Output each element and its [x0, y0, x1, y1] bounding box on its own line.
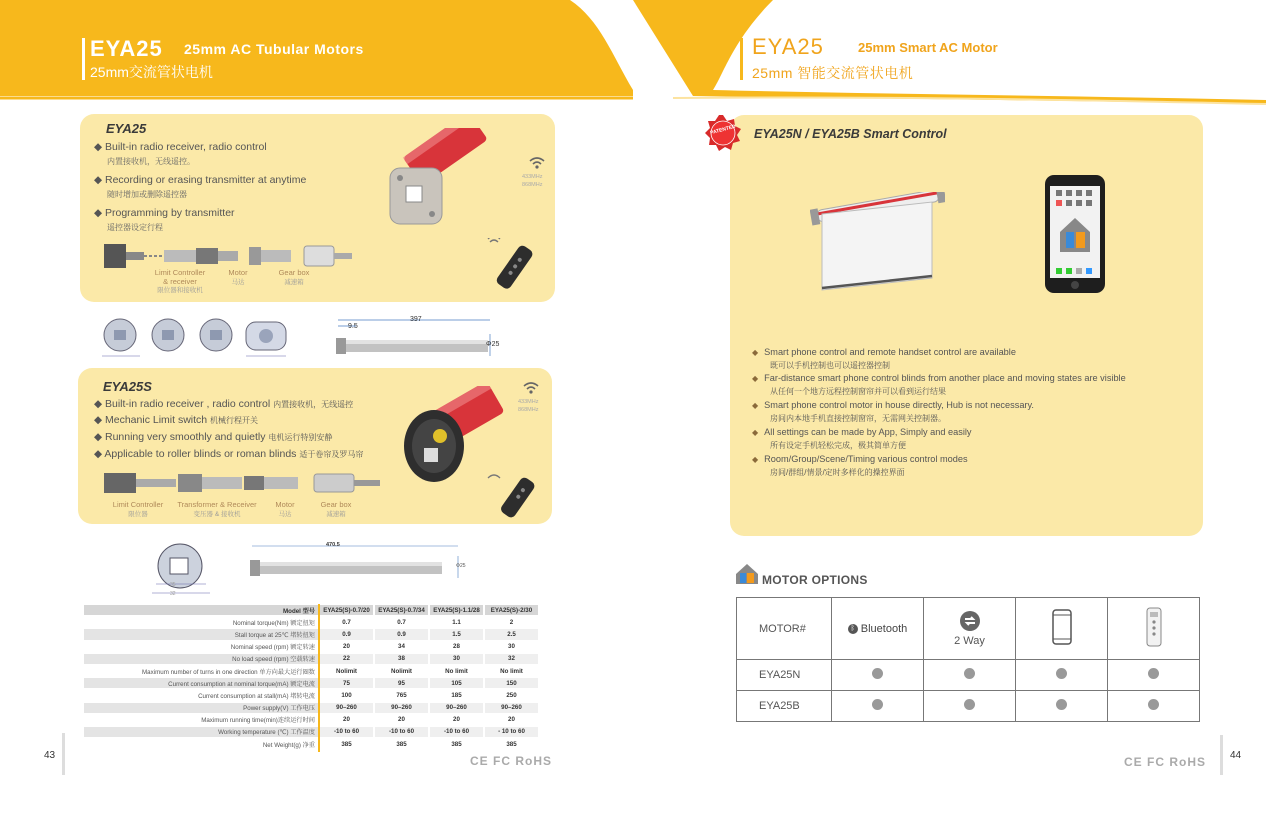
eya25-panel-title: EYA25	[106, 121, 147, 136]
spec-row-value: 20	[343, 716, 350, 724]
remote-control-image	[484, 472, 544, 522]
spec-row-value: -10 to 60	[375, 727, 428, 737]
eya25-dim-diameter: Φ25	[486, 341, 500, 348]
right-header-title-cn: 25mm 智能交流管状电机	[752, 65, 914, 81]
spec-table-row	[84, 690, 538, 700]
spec-header-model: EYA25(S)-1.1/28	[430, 605, 483, 615]
two-way-icon	[959, 610, 981, 632]
spec-row-value: 90–260	[375, 703, 428, 713]
spec-row-value: 100	[341, 691, 352, 699]
spec-table-row	[84, 629, 538, 639]
feature-cell	[1016, 660, 1108, 691]
spec-row-value: 150	[485, 678, 538, 688]
left-header-divider	[82, 38, 85, 80]
right-header-divider	[740, 38, 743, 80]
feature-supported-dot	[1148, 668, 1159, 679]
left-header-title-cn: 25mm交流管状电机	[90, 64, 213, 80]
spec-table-row	[84, 727, 538, 737]
feature-supported-dot	[1148, 699, 1159, 710]
eya25s-dim-diameter: Φ25	[456, 563, 466, 569]
eya25s-panel-title: EYA25S	[103, 379, 152, 394]
spec-row-label: Power supply(V) 工作电压	[84, 703, 318, 713]
spec-row-value: 1.5	[430, 629, 483, 639]
motor-options-row	[737, 691, 1200, 722]
eya25s-bullet-2: ◆ Mechanic Limit switch 机械行程开关	[94, 414, 259, 426]
spec-row-value: -10 to 60	[320, 727, 373, 737]
feature-supported-dot	[872, 699, 883, 710]
smart-bullet-1: ◆ Smart phone control and remote handset control are available 既可以手机控制也可以遥控器控制	[752, 347, 1016, 370]
spec-table-row	[84, 678, 538, 688]
smart-bullet-5: ◆ Room/Group/Scene/Timing various control modes 房间/群组/情景/定时多样化的操控界面	[752, 454, 968, 477]
eya25s-part-transformer: Transformer & Receiver 变压器 & 接收机	[177, 500, 257, 518]
smartphone-icon	[1052, 609, 1072, 645]
spec-row-value: No limit	[445, 667, 468, 675]
eya25-dim-length: 397	[410, 316, 422, 323]
smart-bullet-2: ◆ Far-distance smart phone control blinds from another place and moving states are visible 从任何一个地方远程控制窗帘并可以看到运行结果	[752, 373, 1126, 396]
spec-row-value: 0.7	[342, 618, 351, 626]
spec-row-value: 90–260	[320, 703, 373, 713]
spec-row-value: Nolimit	[391, 667, 412, 675]
spec-table-row	[84, 715, 538, 725]
spec-row-value: 2.5	[485, 629, 538, 639]
spec-row-value: 28	[453, 643, 460, 651]
eya25s-end-view	[150, 538, 216, 598]
eya25-dim-offset: 9.5	[348, 323, 358, 330]
spec-header-model: EYA25(S)-2/30	[485, 605, 538, 615]
eya25-part-gearbox: Gear box 减速箱	[278, 268, 310, 286]
spec-row-value: 0.9	[320, 629, 373, 639]
spec-table-row	[84, 617, 538, 627]
spec-row-value: 30	[430, 654, 483, 664]
spec-row-value: 20	[453, 716, 460, 724]
spec-row-value: - 10 to 60	[485, 727, 538, 737]
feature-cell	[832, 691, 924, 722]
spec-row-label: Working temperature (℃) 工作温度	[84, 727, 318, 737]
spec-row-value: 385	[506, 740, 517, 748]
smart-bullet-3: ◆ Smart phone control motor in house directly, Hub is not necessary. 房间内本地手机直接控制窗帘，无需网关控制器。	[752, 400, 1034, 423]
patented-badge-label: PATENTED	[709, 123, 737, 137]
spec-row-value: 32	[485, 654, 538, 664]
right-page-rule	[1220, 735, 1223, 775]
spec-row-value: 2	[509, 618, 514, 626]
feature-cell	[1016, 691, 1108, 722]
motor-options-table	[736, 597, 1200, 722]
left-page-number: 43	[44, 750, 56, 761]
spec-row-label: Stall torque at 25℃ 堵转扭矩	[84, 629, 318, 639]
feature-supported-dot	[1056, 668, 1067, 679]
spec-table-divider	[318, 604, 320, 752]
brand-logo-icon	[734, 562, 760, 586]
spec-table-row	[84, 654, 538, 664]
eya25-bullet-3: ◆ Programming by transmitter 遥控器设定行程	[94, 207, 235, 232]
left-page-rule	[62, 733, 65, 775]
spec-table-row	[84, 642, 538, 652]
left-certifications: CE FC RoHS	[470, 754, 552, 768]
feature-cell	[832, 660, 924, 691]
spec-row-value: No limit	[500, 667, 523, 675]
wifi-icon	[522, 381, 540, 395]
eya25-bullet-1: ◆ Built-in radio receiver, radio control 内置接收机，无线遥控。	[94, 141, 267, 166]
feature-supported-dot	[872, 668, 883, 679]
spec-table-row	[84, 739, 538, 749]
feature-cell	[1108, 691, 1200, 722]
eya25-part-limit: Limit Controller & receiver 限位器和接收机	[154, 268, 206, 294]
spec-row-label: Nominal speed (rpm) 额定转速	[84, 642, 318, 652]
spec-row-value: 385	[451, 740, 462, 748]
spec-table-row	[84, 703, 538, 713]
eya25s-part-gearbox: Gear box 减速箱	[320, 500, 352, 518]
feature-supported-dot	[1056, 699, 1067, 710]
eya25s-freq: 433MHz 868MHz	[518, 399, 539, 413]
right-certifications: CE FC RoHS	[1124, 755, 1206, 769]
right-header-model: EYA25	[752, 34, 824, 59]
motor-options-header-row	[737, 598, 1200, 660]
feature-supported-dot	[964, 668, 975, 679]
spec-row-value: 75	[320, 678, 373, 688]
spec-row-value: 250	[506, 691, 517, 699]
motor-options-row	[737, 660, 1200, 691]
eya25s-parts-image	[104, 470, 384, 496]
spec-row-value: 22	[320, 654, 373, 664]
spec-row-value: 90–260	[485, 703, 538, 713]
spec-row-value: 20	[398, 716, 405, 724]
eya25s-part-motor: Motor 马达	[275, 500, 295, 518]
spec-header-model: EYA25(S)-0.7/20	[320, 605, 373, 615]
spec-row-label: Nominal torque(Nm) 额定扭矩	[84, 617, 318, 627]
motor-options-header-cell: MOTOR#	[737, 598, 832, 660]
spec-header-label: Model 型号	[84, 605, 318, 615]
spec-row-value: 765	[396, 691, 407, 699]
spec-row-value: 385	[341, 740, 352, 748]
spec-row-value: 90–260	[430, 703, 483, 713]
eya25-end-views	[100, 312, 300, 362]
feature-cell	[924, 691, 1016, 722]
eya25-parts-image	[104, 242, 354, 270]
eya25s-part-limit: Limit Controller 限位器	[112, 500, 164, 518]
spec-row-label: No load speed (rpm) 空载转速	[84, 654, 318, 664]
spec-row-label: Maximum number of turns in one direction 单方向最大运行圈数	[84, 666, 318, 676]
right-page-number: 44	[1230, 750, 1242, 761]
spec-row-value: 95	[375, 678, 428, 688]
spec-table-header	[84, 605, 538, 615]
smartphone-column-header	[1016, 598, 1108, 660]
eya25-motor-image	[380, 128, 510, 238]
feature-cell	[1108, 660, 1200, 691]
eya25s-side-drawing	[244, 540, 474, 580]
spec-row-value: 20	[343, 643, 350, 651]
spec-row-value: 38	[375, 654, 428, 664]
eya25-part-motor: Motor 马达	[228, 268, 248, 286]
spec-row-label: Maximum running time(min)连续运行时间	[84, 715, 318, 725]
spec-header-model: EYA25(S)-0.7/34	[375, 605, 428, 615]
eya25s-bullet-3: ◆ Running very smoothly and quietly 电机运行特别安静	[94, 431, 333, 443]
feature-supported-dot	[964, 699, 975, 710]
roller-blind-image	[810, 192, 945, 292]
bluetooth-icon: ᛒ	[848, 624, 858, 634]
remote-control-image	[484, 238, 544, 298]
bluetooth-column-header	[832, 598, 924, 660]
motor-options-title: MOTOR OPTIONS	[762, 573, 868, 587]
spec-row-value: 30	[508, 643, 515, 651]
eya25-freq: 433MHz 868MHz	[522, 174, 543, 188]
left-header-model: EYA25	[90, 36, 163, 61]
spec-row-label: Current consumption at nominal torque(mA) 额定电流	[84, 678, 318, 688]
smartphone-app-image	[1044, 174, 1106, 294]
eya25s-dim-32: 32	[170, 591, 176, 597]
spec-row-value: 34	[398, 643, 405, 651]
spec-row-value: -10 to 60	[430, 727, 483, 737]
motor-model-name: EYA25B	[737, 691, 832, 722]
spec-row-value: 385	[396, 740, 407, 748]
eya25s-dim-35: 35	[170, 582, 176, 588]
eya25-bullet-2: ◆ Recording or erasing transmitter at anytime 随时增加或删除遥控器	[94, 174, 307, 199]
spec-row-value: 0.9	[375, 629, 428, 639]
remote-column-header	[1108, 598, 1200, 660]
smart-bullet-4: ◆ All settings can be made by App, Simply and easily 所有设定手机轻松完成，极其简单方便	[752, 427, 972, 450]
motor-model-name: EYA25N	[737, 660, 832, 691]
spec-row-value: 0.7	[397, 618, 406, 626]
wifi-icon	[528, 156, 546, 170]
spec-row-value: 1.1	[452, 618, 461, 626]
eya25s-dim-length: 470.5	[326, 542, 340, 548]
bluetooth-label: Bluetooth	[860, 622, 908, 635]
spec-row-value: 105	[430, 678, 483, 688]
spec-row-label: Current consumption at stall(mA) 堵转电流	[84, 690, 318, 700]
eya25s-bullet-1: ◆ Built-in radio receiver , radio control 内置接收机，无线遥控	[94, 398, 354, 410]
remote-icon	[1146, 607, 1162, 647]
two-way-label: 2 Way	[954, 635, 985, 647]
feature-cell	[924, 660, 1016, 691]
right-header-title: 25mm Smart AC Motor	[858, 40, 998, 55]
spec-row-label: Net Weight(g) 净重	[84, 739, 318, 749]
smart-panel-title: EYA25N / EYA25B Smart Control	[754, 127, 947, 141]
spec-row-value: Nolimit	[336, 667, 357, 675]
eya25s-bullet-4: ◆ Applicable to roller blinds or roman blinds 适于卷帘及罗马帘	[94, 448, 364, 460]
spec-row-value: 185	[451, 691, 462, 699]
spec-table	[82, 603, 540, 751]
spec-table-row	[84, 666, 538, 676]
two-way-column-header	[924, 598, 1016, 660]
spec-row-value: 20	[508, 716, 515, 724]
left-header-title: 25mm AC Tubular Motors	[184, 41, 364, 57]
